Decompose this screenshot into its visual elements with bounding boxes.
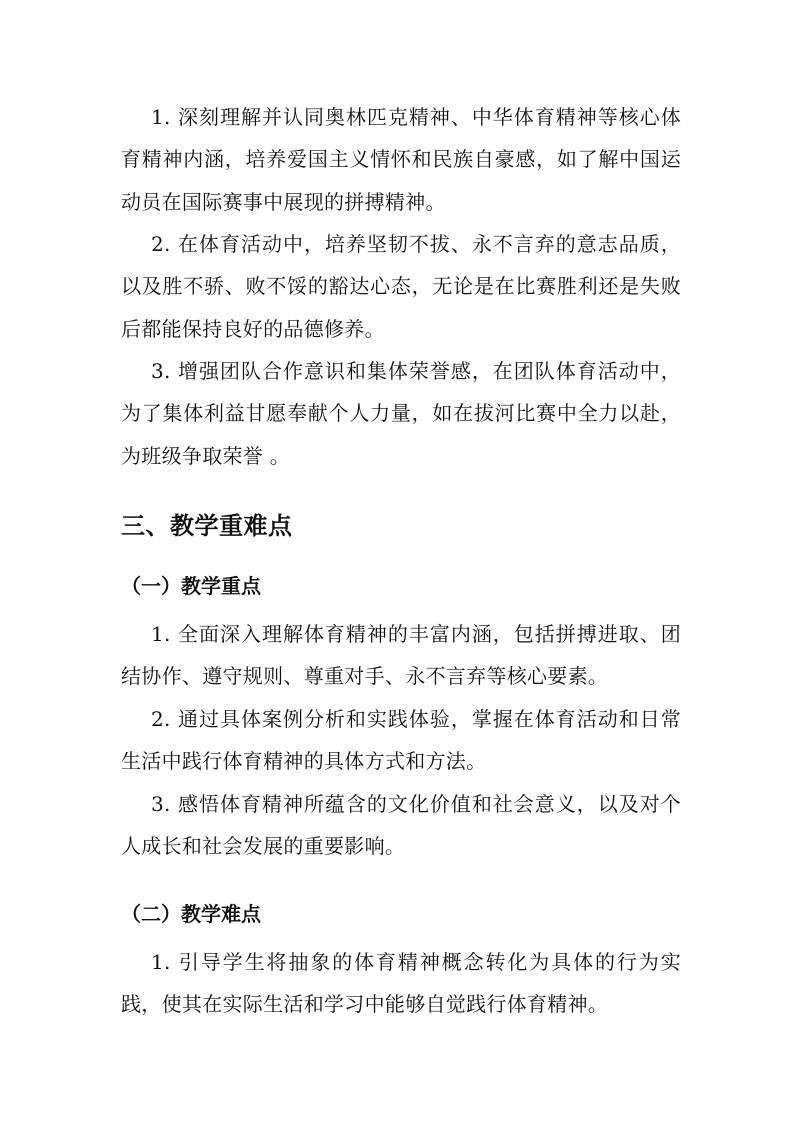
goal-item-3: 3. 增强团队合作意识和集体荣誉感，在团队体育活动中，为了集体利益甘愿奉献个人力量，如在拔河比赛中全力以赴，为班级争取荣誉 。	[121, 359, 681, 468]
key-point-item-3: 3. 感悟体育精神所蕴含的文化价值和社会意义，以及对个人成长和社会发展的重要影响。	[121, 792, 681, 859]
goal-item-1: 1. 深刻理解并认同奥林匹克精神、中华体育精神等核心体育精神内涵，培养爱国主义情怀和民族自豪感，如了解中国运动员在国际赛事中展现的拼搏精神。	[121, 105, 681, 214]
difficult-point-item-1: 1. 引导学生将抽象的体育精神概念转化为具体的行为实践，使其在实际生活和学习中能够自觉践行体育精神。	[121, 950, 681, 1017]
goal-item-2: 2. 在体育活动中，培养坚韧不拔、永不言弃的意志品质，以及胜不骄、败不馁的豁达心态，无论是在比赛胜利还是失败后都能保持良好的品德修养。	[121, 232, 681, 341]
section-heading-teaching-difficulties: 三、教学重难点	[121, 511, 293, 540]
key-point-item-2: 2. 通过具体案例分析和实践体验，掌握在体育活动和日常生活中践行体育精神的具体方式和方法。	[121, 707, 681, 774]
subheading-difficult-points: （二）教学难点	[121, 902, 261, 926]
key-point-item-1: 1. 全面深入理解体育精神的丰富内涵，包括拼搏进取、团结协作、遵守规则、尊重对手、永不言弃等核心要素。	[121, 622, 681, 689]
subheading-key-points: （一）教学重点	[121, 574, 261, 598]
